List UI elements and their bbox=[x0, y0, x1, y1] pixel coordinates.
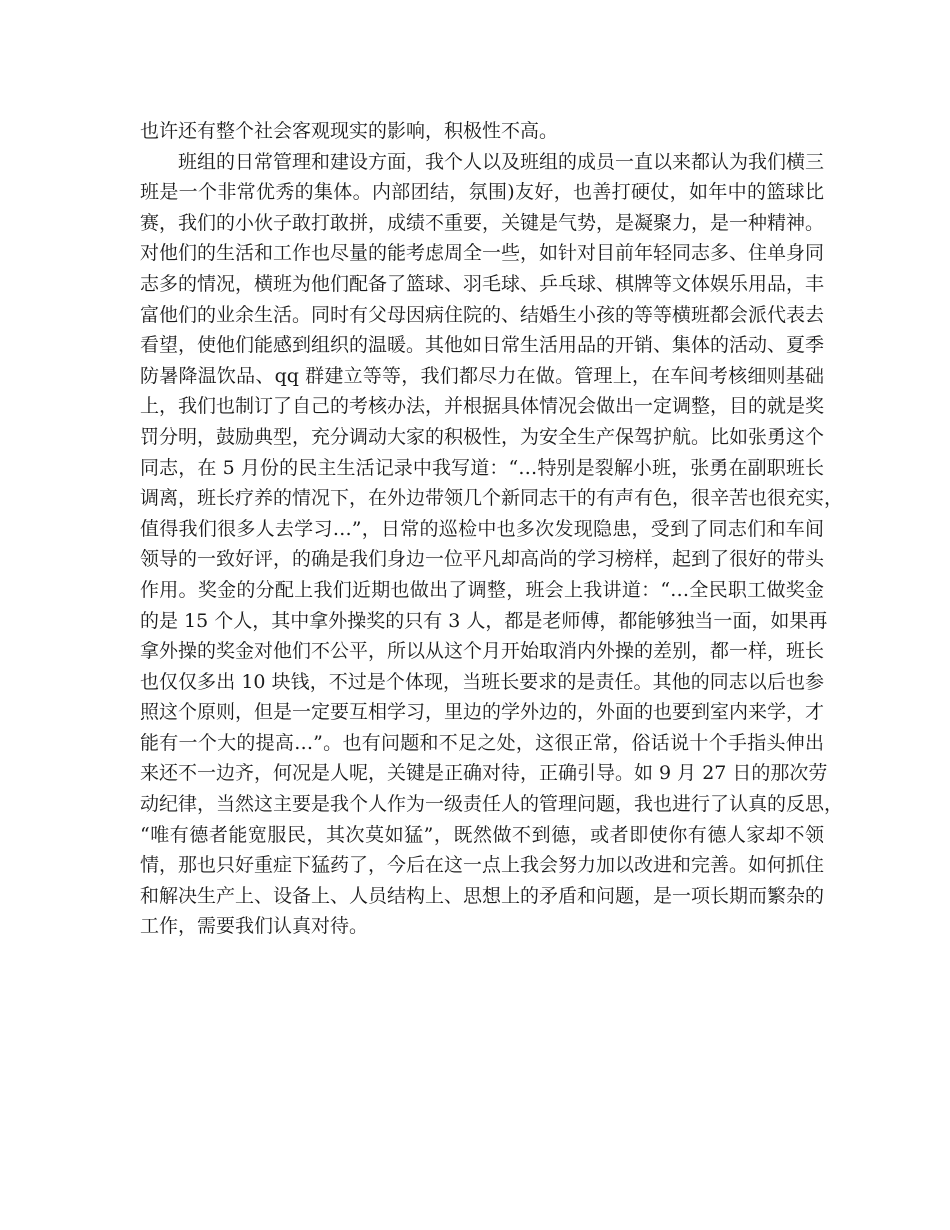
text-line: 调离，班长疗养的情况下，在外边带领几个新同志干的有声有色，很辛苦也很充实， bbox=[140, 487, 844, 510]
text-line: 值得我们很多人去学习…”，日常的巡检中也多次发现隐患，受到了同志们和车间 bbox=[140, 517, 824, 540]
body-text bbox=[140, 116, 844, 942]
text-line: 作用。奖金的分配上我们近期也做出了调整，班会上我讲道：“…全民职工做奖金 bbox=[140, 578, 824, 601]
text-line: 领导的一致好评，的确是我们身边一位平凡却高尚的学习榜样，起到了很好的带头 bbox=[140, 548, 825, 571]
text-line: 来还不一边齐，何况是人呢，关键是正确对待，正确引导。如 9 月 27 日的那次劳 bbox=[140, 762, 828, 785]
text-line: 上，我们也制订了自己的考核办法，并根据具体情况会做出一定调整，目的就是奖 bbox=[140, 395, 825, 418]
text-line: 拿外操的奖金对他们不公平，所以从这个月开始取消内外操的差别，都一样，班长 bbox=[140, 640, 825, 663]
text-line: 和解决生产上、设备上、人员结构上、思想上的矛盾和问题，是一项长期而繁杂的 bbox=[140, 884, 825, 907]
text-line: 的是 15 个人，其中拿外操奖的只有 3 人，都是老师傅，都能够独当一面，如果再 bbox=[140, 609, 828, 632]
text-line: 也许还有整个社会客观现实的影响，积极性不高。 bbox=[140, 120, 559, 142]
text-line: “唯有德者能宽服民，其次莫如猛”，既然做不到德，或者即使你有德人家却不领 bbox=[140, 823, 824, 846]
text-line: 班是一个非常优秀的集体。内部团结，氛围)友好，也善打硬仗，如年中的篮球比 bbox=[140, 181, 824, 204]
text-line: 照这个原则，但是一定要互相学习，里边的学外边的，外面的也要到室内来学，才 bbox=[140, 701, 825, 724]
text-line: 班组的日常管理和建设方面，我个人以及班组的成员一直以来都认为我们横三 bbox=[178, 150, 825, 173]
text-line: 工作，需要我们认真对待。 bbox=[140, 915, 369, 938]
text-line: 志多的情况，横班为他们配备了篮球、羽毛球、乒乓球、棋牌等文体娱乐用品，丰 bbox=[140, 272, 825, 295]
text-line: 赛，我们的小伙子敢打敢拼，成绩不重要，关键是气势，是凝聚力，是一种精神。 bbox=[140, 211, 825, 234]
text-line: 对他们的生活和工作也尽量的能考虑周全一些，如针对目前年轻同志多、住单身同 bbox=[140, 242, 825, 265]
text-line: 也仅仅多出 10 块钱，不过是个体现，当班长要求的是责任。其他的同志以后也参 bbox=[140, 670, 824, 693]
text-line: 能有一个大的提高…”。也有问题和不足之处，这很正常，俗话说十个手指头伸出 bbox=[140, 731, 824, 754]
text-line: 看望，使他们能感到组织的温暖。其他如日常生活用品的开销、集体的活动、夏季 bbox=[140, 334, 825, 357]
text-line: 罚分明，鼓励典型，充分调动大家的积极性，为安全生产保驾护航。比如张勇这个 bbox=[140, 425, 825, 448]
text-line: 同志，在 5 月份的民主生活记录中我写道：“…特别是裂解小班，张勇在副职班长 bbox=[140, 456, 824, 479]
text-line: 情，那也只好重症下猛药了，今后在这一点上我会努力加以改进和完善。如何抓住 bbox=[140, 854, 825, 877]
text-line: 富他们的业余生活。同时有父母因病住院的、结婚生小孩的等等横班都会派代表去 bbox=[140, 303, 825, 326]
text-line: 动纪律，当然这主要是我个人作为一级责任人的管理问题，我也进行了认真的反思， bbox=[140, 793, 844, 816]
text-line: 防暑降温饮品、qq 群建立等等，我们都尽力在做。管理上，在车间考核细则基础 bbox=[140, 364, 824, 387]
